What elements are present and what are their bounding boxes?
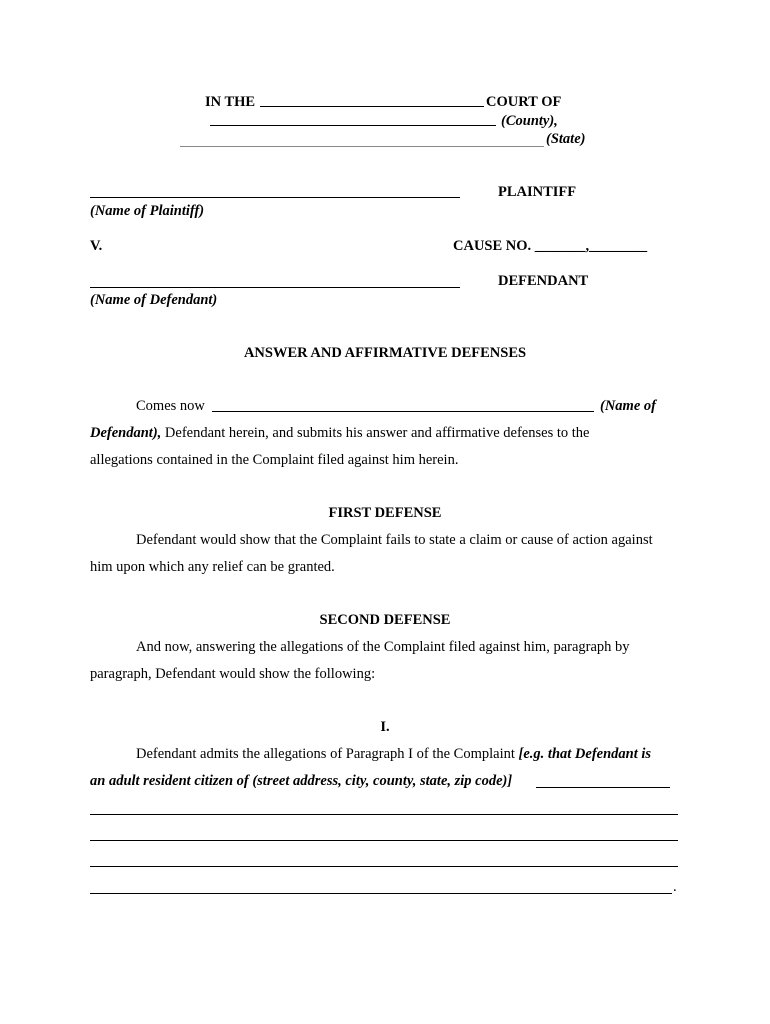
cause-number: CAUSE NO. _______,________ [453, 238, 648, 254]
section-one-blank-inline[interactable] [536, 787, 670, 788]
defendant-name-hint: (Name of Defendant) [90, 292, 218, 308]
section-one-period: . [673, 879, 677, 895]
second-defense-heading: SECOND DEFENSE [319, 612, 451, 628]
versus-label: V. [90, 238, 103, 254]
first-defense-line-1: Defendant would show that the Complaint fails to state a claim or cause of action against [136, 532, 653, 548]
court-in-the: IN THE [205, 94, 256, 110]
section-one-blank-4[interactable] [90, 893, 672, 894]
intro-defendant-italic: Defendant), [90, 425, 162, 441]
state-blank[interactable] [180, 146, 544, 147]
court-name-blank[interactable] [260, 106, 484, 107]
defendant-name-blank[interactable] [90, 287, 460, 288]
section-one-blank-3[interactable] [90, 866, 678, 867]
court-of-label: COURT OF [486, 94, 562, 110]
document-title: ANSWER AND AFFIRMATIVE DEFENSES [243, 345, 527, 361]
state-label: (State) [546, 131, 586, 147]
section-one-line-1-plain: Defendant admits the allegations of Paragraph I of the Complaint [136, 746, 519, 762]
intro-line-1 [90, 425, 589, 442]
intro-line-1-rest: Defendant herein, and submits his answer and affirmative defenses to the [161, 425, 590, 441]
section-one-blank-2[interactable] [90, 840, 678, 841]
county-label: (County), [501, 113, 558, 129]
plaintiff-label: PLAINTIFF [498, 184, 577, 200]
intro-name-of: (Name of [600, 398, 656, 414]
defendant-label: DEFENDANT [498, 273, 589, 289]
county-blank[interactable] [210, 125, 496, 126]
second-defense-line-2: paragraph, Defendant would show the following: [90, 666, 376, 682]
defendant-intro-blank[interactable] [212, 411, 594, 412]
second-defense-line-1: And now, answering the allegations of the Complaint filed against him, paragraph by [136, 639, 630, 655]
plaintiff-name-hint: (Name of Plaintiff) [90, 203, 205, 219]
section-one-line-2: an adult resident citizen of (street address, city, county, state, zip code)] [90, 773, 513, 789]
intro-line-2: allegations contained in the Complaint filed against him herein. [90, 452, 459, 468]
first-defense-heading: FIRST DEFENSE [328, 505, 442, 521]
section-one-numeral: I. [380, 719, 390, 735]
first-defense-line-2: him upon which any relief can be granted. [90, 559, 335, 575]
section-one-line-1-italic: [e.g. that Defendant is [518, 746, 652, 762]
plaintiff-name-blank[interactable] [90, 197, 460, 198]
section-one-line-1 [136, 746, 651, 763]
intro-comes-now: Comes now [136, 398, 205, 414]
section-one-blank-1[interactable] [90, 814, 678, 815]
